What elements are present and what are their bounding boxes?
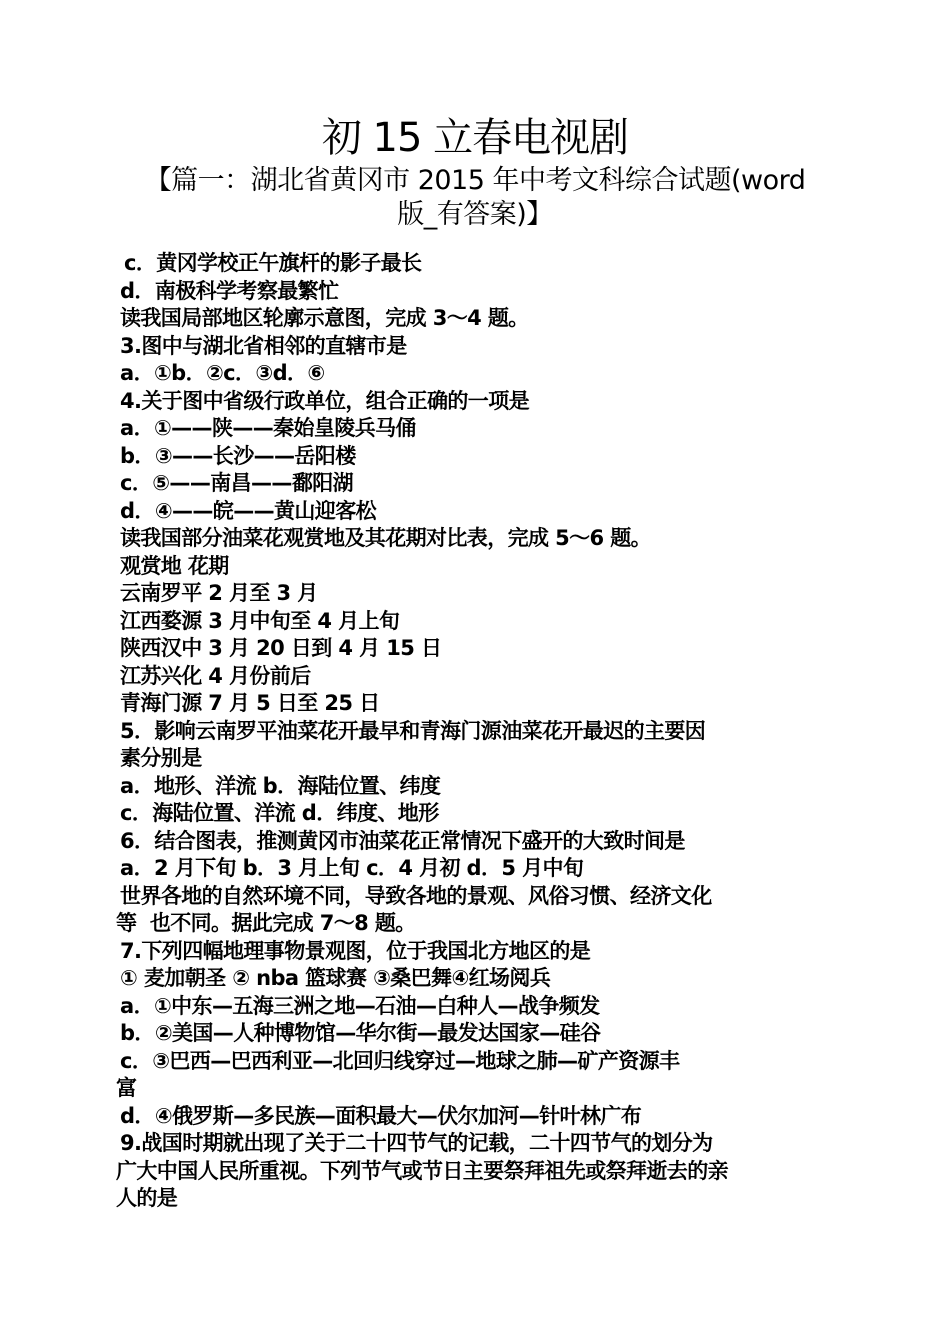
question-line: 5．影响云南罗平油菜花开最早和青海门源油菜花开最迟的主要因 (120, 718, 706, 743)
answer-option-line: d．南极科学考察最繁忙 (120, 278, 339, 303)
instruction-line: 读我国局部地区轮廓示意图，完成 3～4 题。 (120, 306, 529, 330)
answer-option-line: a．2 月下旬 b．3 月上旬 c．4 月初 d．5 月中旬 (120, 856, 584, 880)
instruction-line: 读我国部分油菜花观赏地及其花期对比表，完成 5～6 题。 (120, 526, 652, 550)
document-body (116, 250, 840, 1213)
answer-option-line: b．②美国—人种博物馆—华尔街—最发达国家—硅谷 (120, 1021, 601, 1045)
table-row-line: 陕西汉中 3 月 20 日到 4 月 15 日 (120, 636, 442, 660)
answer-option-line: c．③巴西—巴西利亚—北回归线穿过—地球之肺—矿产资源丰 (120, 1048, 680, 1073)
answer-option-line: b．③——长沙——岳阳楼 (120, 443, 356, 468)
question-line: 素分别是 (120, 746, 202, 770)
instruction-line: 等 也不同。据此完成 7～8 题。 (116, 911, 416, 935)
question-line: 9.战国时期就出现了关于二十四节气的记载，二十四节气的划分为 (120, 1131, 713, 1155)
answer-option-line: 富 (116, 1076, 137, 1100)
answer-option-line: a．①中东—五海三洲之地—石油—白种人—战争频发 (120, 993, 600, 1018)
answer-option-line: c．黄冈学校正午旗杆的影子最长 (124, 251, 422, 275)
answer-option-line: d．④俄罗斯—多民族—面积最大—伏尔加河—针叶林广布 (120, 1103, 642, 1128)
question-line: 人的是 (116, 1186, 178, 1210)
instruction-line: 世界各地的自然环境不同，导致各地的景观、风俗习惯、经济文化 (120, 883, 712, 908)
answer-option-line: d．④——皖——黄山迎客松 (120, 498, 377, 523)
answer-option-line: a．①——陕——秦始皇陵兵马俑 (120, 416, 416, 440)
answer-option-line: c．海陆位置、洋流 d．纬度、地形 (120, 801, 439, 825)
question-line: 4.关于图中省级行政单位，组合正确的一项是 (120, 388, 529, 413)
subtitle-line: 版_有答案)】 (397, 199, 553, 230)
table-row-line: 青海门源 7 月 5 日至 25 日 (120, 691, 380, 715)
question-line: 6．结合图表，推测黄冈市油菜花正常情况下盛开的大致时间是 (120, 828, 685, 853)
table-row-line: 云南罗平 2 月至 3 月 (120, 581, 318, 605)
answer-option-line: c．⑤——南昌——鄱阳湖 (120, 471, 354, 495)
question-line: 广大中国人民所重视。下列节气或节日主要祭拜祖先或祭拜逝去的亲 (116, 1158, 728, 1183)
document-subtitle (100, 164, 850, 232)
question-line: 3.图中与湖北省相邻的直辖市是 (120, 333, 407, 358)
subtitle-line: 【篇一：湖北省黄冈市 2015 年中考文科综合试题(word (144, 165, 806, 196)
question-line: ① 麦加朝圣 ② nba 篮球赛 ③桑巴舞④红场阅兵 (120, 966, 551, 990)
table-row-line: 江西婺源 3 月中旬至 4 月上旬 (120, 608, 400, 633)
answer-option-line: a．①b．②c．③d．⑥ (120, 361, 325, 385)
question-line: 7.下列四幅地理事物景观图，位于我国北方地区的是 (120, 938, 591, 963)
answer-option-line: a．地形、洋流 b．海陆位置、纬度 (120, 773, 441, 798)
document-title: 初 15 立春电视剧 (321, 115, 629, 161)
table-header-line: 观赏地 花期 (120, 553, 229, 578)
table-row-line: 江苏兴化 4 月份前后 (120, 663, 311, 688)
